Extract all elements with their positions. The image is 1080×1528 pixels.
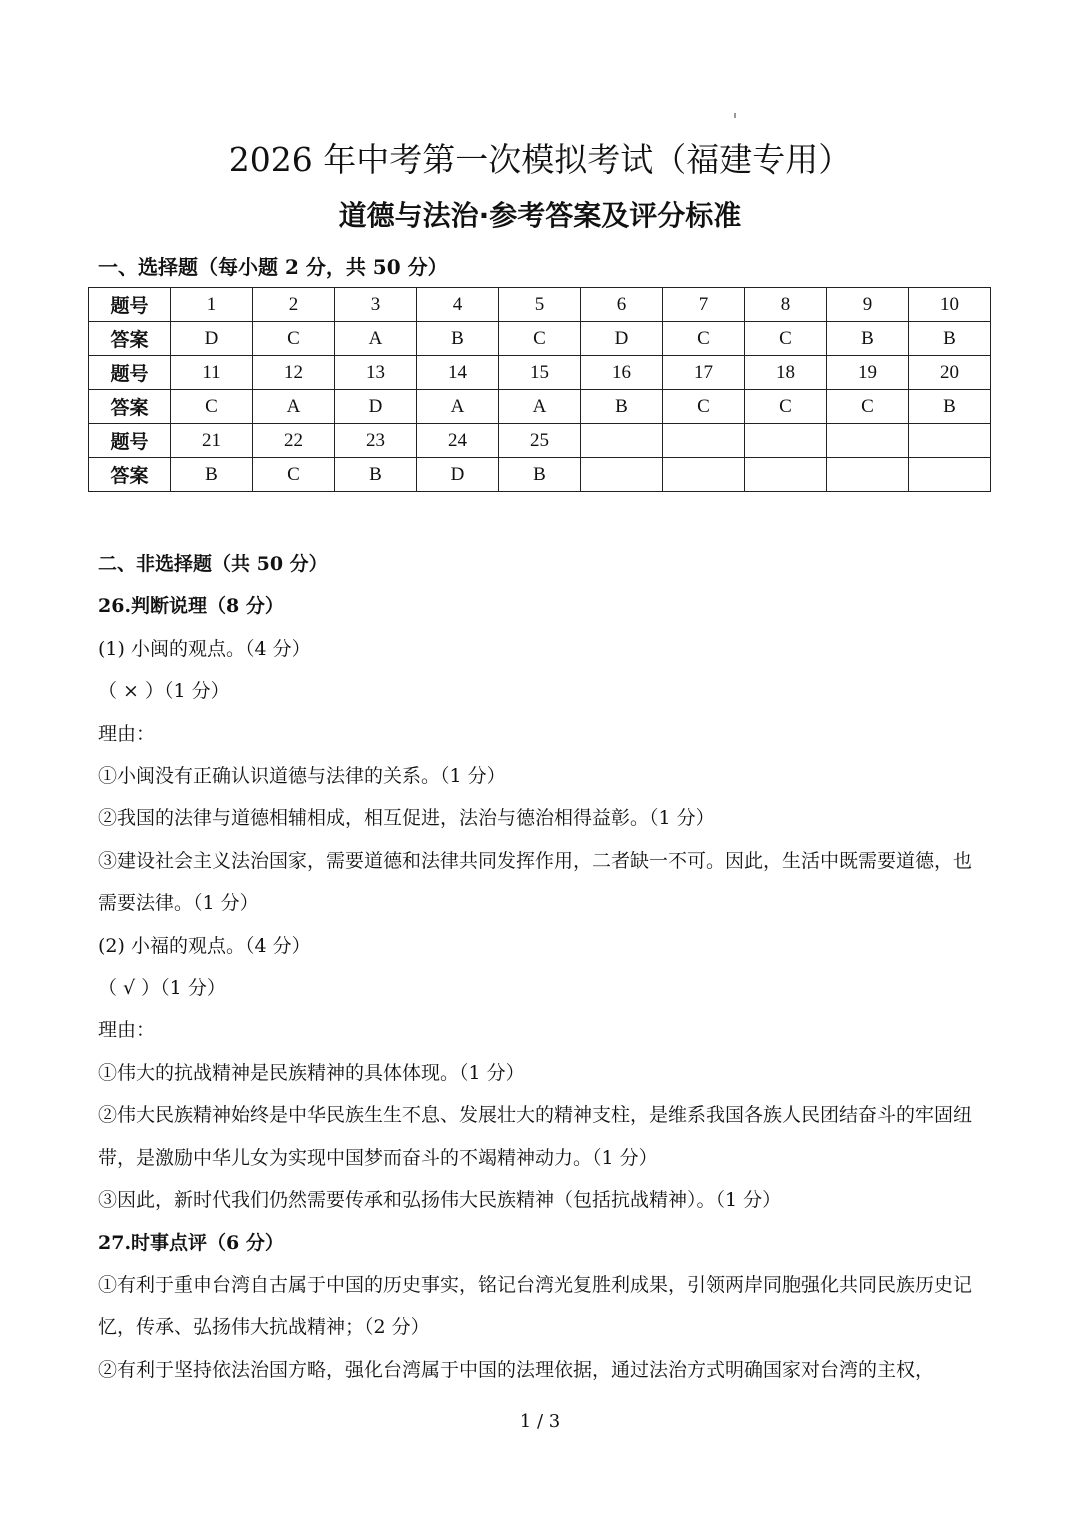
answer-cell: B: [909, 390, 991, 424]
row-label: 题号: [89, 356, 171, 390]
q26-part1-reason-1: ①小闽没有正确认识道德与法律的关系。（1 分）: [98, 765, 506, 788]
question-number-cell: 12: [253, 356, 335, 390]
answer-cell: [663, 458, 745, 492]
answer-cell: D: [171, 322, 253, 356]
q26-part1-mark: （ × ）（1 分）: [98, 680, 230, 703]
answer-cell: B: [171, 458, 253, 492]
answer-cell: A: [499, 390, 581, 424]
q26-part1-reason-label: 理由：: [98, 722, 156, 745]
row-label: 答案: [89, 322, 171, 356]
answer-cell: [745, 458, 827, 492]
q26-part2-reason-3: ③因此，新时代我们仍然需要传承和弘扬伟大民族精神（包括抗战精神）。（1 分）: [98, 1189, 782, 1212]
answer-cell: B: [499, 458, 581, 492]
question-number-cell: 10: [909, 288, 991, 322]
question-number-cell: 22: [253, 424, 335, 458]
answer-cell: B: [827, 322, 909, 356]
question-number-cell: 19: [827, 356, 909, 390]
answer-cell: C: [663, 322, 745, 356]
question-number-cell: 13: [335, 356, 417, 390]
q26-part2-mark: （ √ ）（1 分）: [98, 977, 226, 1000]
q26-title: 26.判断说理（8 分）: [98, 595, 284, 618]
q26-part2-reason-1: ①伟大的抗战精神是民族精神的具体体现。（1 分）: [98, 1061, 525, 1084]
answer-cell: C: [253, 322, 335, 356]
answer-cell: B: [909, 322, 991, 356]
answer-cell: C: [171, 390, 253, 424]
q26-part2-reason-label: 理由：: [98, 1019, 156, 1042]
q27-point-2: ②有利于坚持依法治国方略，强化台湾属于中国的法理依据，通过法治方式明确国家对台湾的主权，: [98, 1358, 935, 1381]
question-number-cell: 25: [499, 424, 581, 458]
answer-cell: D: [581, 322, 663, 356]
page-subtitle: 道德与法治·参考答案及评分标准: [338, 199, 742, 232]
answer-cell: B: [335, 458, 417, 492]
answer-cell: B: [581, 390, 663, 424]
question-number-cell: 16: [581, 356, 663, 390]
row-label: 答案: [89, 458, 171, 492]
answer-cell: [827, 458, 909, 492]
answer-cell: C: [253, 458, 335, 492]
answer-row: [89, 458, 991, 492]
answer-cell: [581, 458, 663, 492]
question-number-cell: [663, 424, 745, 458]
question-number-cell: 6: [581, 288, 663, 322]
page-title: 2026 年中考第一次模拟考试（福建专用）: [228, 140, 852, 179]
answer-row: [89, 390, 991, 424]
question-number-cell: 24: [417, 424, 499, 458]
answer-cell: D: [335, 390, 417, 424]
question-number-cell: 11: [171, 356, 253, 390]
question-number-row: [89, 288, 991, 322]
answer-cell: A: [335, 322, 417, 356]
question-number-cell: [581, 424, 663, 458]
answer-table: [88, 287, 991, 492]
scan-mark: [734, 113, 736, 118]
row-label: 题号: [89, 288, 171, 322]
q26-part1-reason-3: ③建设社会主义法治国家，需要道德和法律共同发挥作用，二者缺一不可。因此，生活中既需要道德，也需要法律。（1 分）: [98, 849, 973, 915]
question-number-cell: 7: [663, 288, 745, 322]
q27-title: 27.时事点评（6 分）: [98, 1231, 284, 1254]
question-number-cell: 20: [909, 356, 991, 390]
section1-heading: 一、选择题（每小题 2 分，共 50 分）: [98, 255, 448, 279]
answer-cell: C: [827, 390, 909, 424]
question-number-cell: 17: [663, 356, 745, 390]
page-number: 1 / 3: [519, 1411, 561, 1432]
question-number-cell: 14: [417, 356, 499, 390]
section2: [98, 543, 988, 1391]
question-number-cell: 1: [171, 288, 253, 322]
question-number-cell: 4: [417, 288, 499, 322]
question-number-cell: 9: [827, 288, 909, 322]
question-number-cell: 5: [499, 288, 581, 322]
q27-point-1: ①有利于重申台湾自古属于中国的历史事实，铭记台湾光复胜利成果，引领两岸同胞强化共同民族历史记忆，传承、弘扬伟大抗战精神；（2 分）: [98, 1273, 973, 1339]
answer-cell: C: [499, 322, 581, 356]
q26-part1-reason-2: ②我国的法律与道德相辅相成，相互促进，法治与德治相得益彰。（1 分）: [98, 807, 715, 830]
answer-cell: B: [417, 322, 499, 356]
answer-row: [89, 322, 991, 356]
question-number-cell: [745, 424, 827, 458]
section2-heading: 二、非选择题（共 50 分）: [98, 553, 328, 575]
row-label: 题号: [89, 424, 171, 458]
answer-cell: D: [417, 458, 499, 492]
question-number-row: [89, 356, 991, 390]
q26-part2-reason-2: ②伟大民族精神始终是中华民族生生不息、发展壮大的精神支柱，是维系我国各族人民团结奋斗的牢固纽带，是激励中华儿女为实现中国梦而奋斗的不竭精神动力。（1 分）: [98, 1104, 973, 1169]
question-number-cell: 8: [745, 288, 827, 322]
answer-cell: [909, 458, 991, 492]
answer-cell: A: [417, 390, 499, 424]
question-number-cell: [909, 424, 991, 458]
question-number-cell: 23: [335, 424, 417, 458]
answer-cell: A: [253, 390, 335, 424]
question-number-cell: 3: [335, 288, 417, 322]
question-number-cell: 2: [253, 288, 335, 322]
answer-cell: C: [663, 390, 745, 424]
question-number-cell: [827, 424, 909, 458]
question-number-row: [89, 424, 991, 458]
q26-part1: (1) 小闽的观点。（4 分）: [98, 637, 311, 660]
row-label: 答案: [89, 390, 171, 424]
question-number-cell: 15: [499, 356, 581, 390]
answer-cell: C: [745, 390, 827, 424]
answer-cell: C: [745, 322, 827, 356]
question-number-cell: 18: [745, 356, 827, 390]
question-number-cell: 21: [171, 424, 253, 458]
q26-part2: (2) 小福的观点。（4 分）: [98, 934, 311, 957]
